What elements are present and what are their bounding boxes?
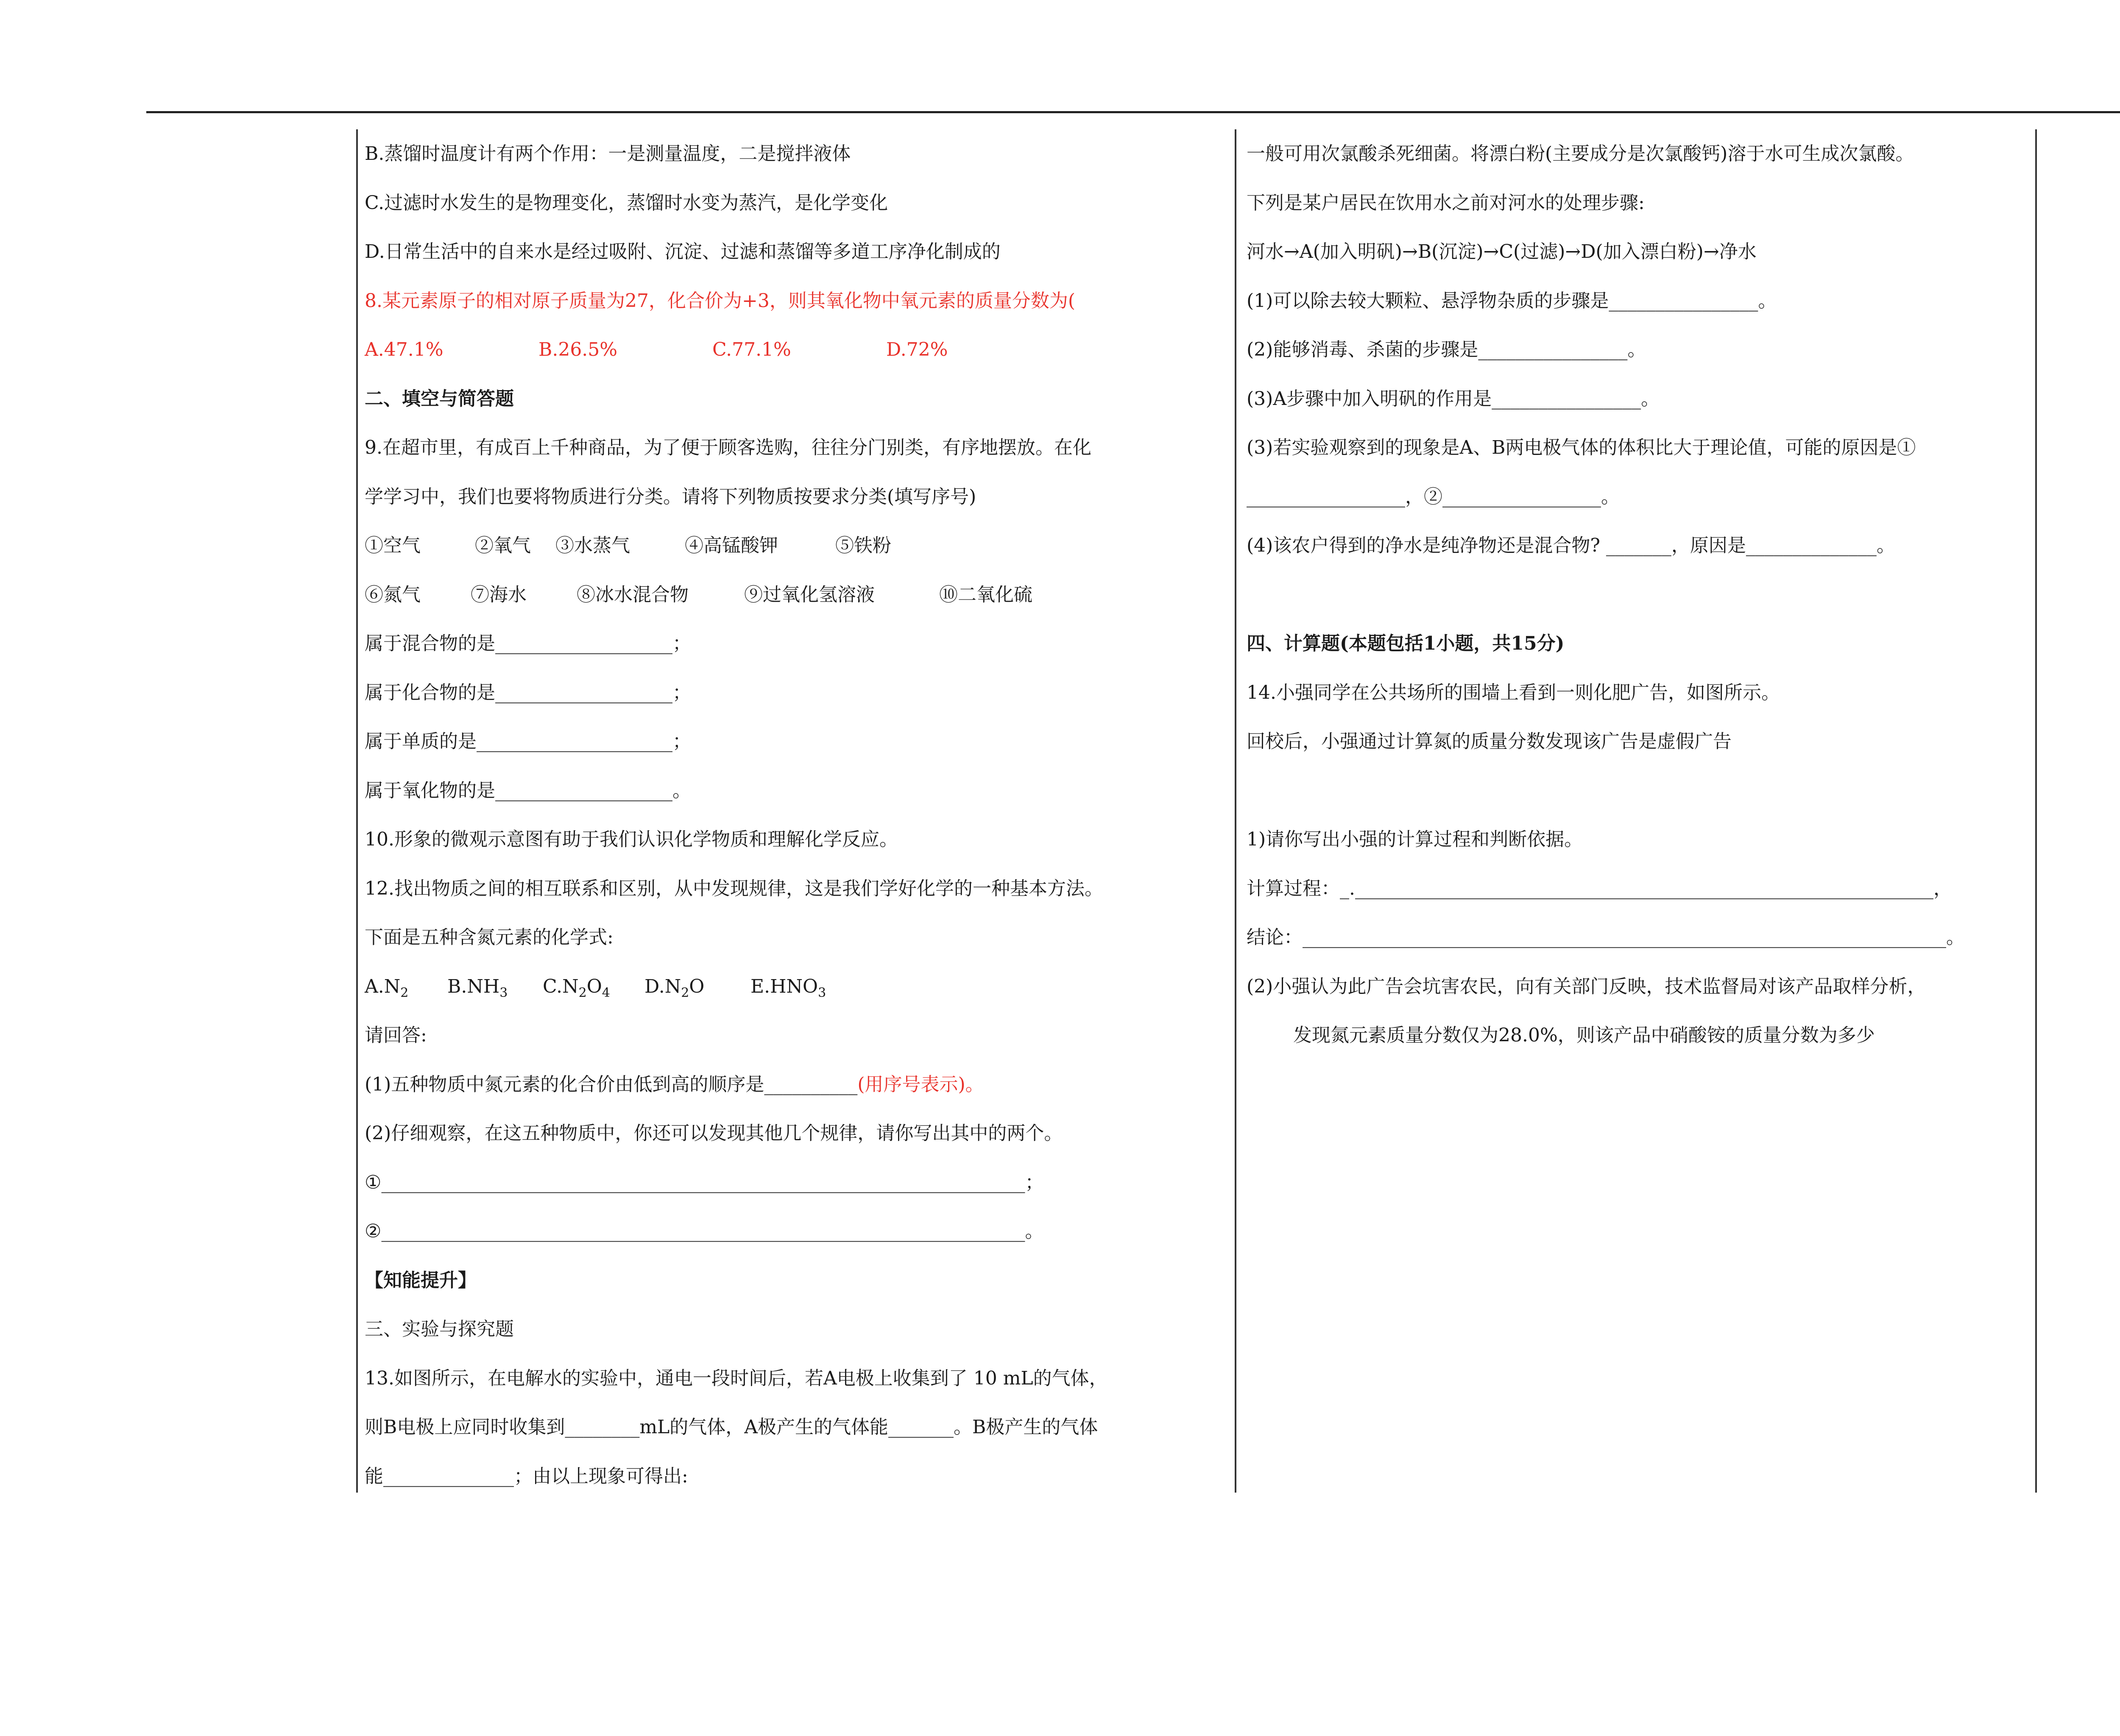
- question-10: 10.形象的微观示意图有助于我们认识化学物质和理解化学反应。: [365, 829, 898, 850]
- q9-item: ⑥氮气: [365, 583, 421, 606]
- water-treatment-steps: 河水→A(加入明矾)→B(沉淀)→C(过滤)→D(加入漂白粉)→净水: [1247, 241, 1757, 262]
- question-12-line-1: 12.找出物质之间的相互联系和区别，从中发现规律，这是我们学好化学的一种基本方法。: [365, 877, 1103, 899]
- q12-please-answer: 请回答:: [365, 1024, 427, 1046]
- q9-oxide-blank[interactable]: 属于氧化物的是___________________。: [365, 779, 691, 801]
- spacer: [1247, 766, 2044, 815]
- q14-conclusion-blank[interactable]: 结论：_____________________________________________________________________。: [1247, 927, 1965, 948]
- q9-mixture-blank[interactable]: 属于混合物的是___________________；: [365, 633, 691, 654]
- q9-item: ⑨过氧化氢溶液: [744, 583, 875, 606]
- question-13-line-3[interactable]: 能______________；由以上现象可得出:: [365, 1465, 688, 1487]
- section-4-title: 四、计算题(本题包括1小题，共15分): [1247, 633, 1565, 654]
- question-9-line-1: 9.在超市里，有成百上千种商品，为了便于顾客选购，往往分门别类，有序地摆放。在化: [365, 437, 1091, 458]
- right-column: [1247, 129, 2044, 1060]
- q12-answer-blank-1[interactable]: ①_____________________________________________________________________；: [365, 1171, 1044, 1193]
- question-9-line-2: 学学习中，我们也要将物质进行分类。请将下列物质按要求分类(填写序号): [365, 486, 976, 508]
- water-q3-blank[interactable]: (3)A步骤中加入明矾的作用是________________。: [1247, 388, 1660, 410]
- water-q4-blank[interactable]: (4)该农户得到的净水是纯净物还是混合物? _______，原因是______________。: [1247, 535, 1895, 556]
- q12-answer-blank-2[interactable]: ②_____________________________________________________________________。: [365, 1220, 1044, 1242]
- formula-b: $B.NH_3$: [447, 975, 508, 1000]
- q9-items-row-1: [365, 521, 1221, 570]
- question-12-line-2: 下面是五种含氮元素的化学式:: [365, 927, 614, 948]
- question-14-line-2: 回校后，小强通过计算氮的质量分数发现该广告是虚假广告: [1247, 731, 1732, 752]
- question-13-line-2[interactable]: 则B电极上应同时收集到________mL的气体，A极产生的气体能_______。B极产生的气体: [365, 1416, 1098, 1438]
- formula-d: $D.N_2O$: [644, 975, 705, 1000]
- q8-options: [365, 325, 1221, 374]
- q9-compound-blank[interactable]: 属于化合物的是___________________；: [365, 681, 691, 703]
- water-q1-blank[interactable]: (1)可以除去较大颗粒、悬浮物杂质的步骤是________________。: [1247, 290, 1777, 312]
- right-intro-line-2: 下列是某户居民在饮用水之前对河水的处理步骤:: [1247, 192, 1645, 214]
- question-8: 8.某元素原子的相对原子质量为27，化合价为+3，则其氧化物中氧元素的质量分数为(: [365, 290, 1075, 312]
- q12-formulas: [365, 962, 1221, 1011]
- formula-a: $A.N_2$: [365, 975, 409, 1000]
- q14-subquestion-1: 1)请你写出小强的计算过程和判断依据。: [1247, 829, 1583, 850]
- water-q2-blank[interactable]: (2)能够消毒、杀菌的步骤是________________。: [1247, 339, 1646, 360]
- spacer: [1247, 570, 2044, 620]
- q8-option-b: B.26.5%: [538, 339, 618, 360]
- q9-item: ⑧冰水混合物: [577, 583, 689, 606]
- q7-option-d: D.日常生活中的自来水是经过吸附、沉淀、过滤和蒸馏等多道工序净化制成的: [365, 241, 1001, 262]
- q9-element-blank[interactable]: 属于单质的是_____________________；: [365, 731, 691, 752]
- formula-e: $E.HNO_3$: [750, 975, 826, 1000]
- left-column: [365, 129, 1221, 1501]
- q9-item: ④高锰酸钾: [685, 535, 778, 556]
- electrolysis-q3-blanks[interactable]: _________________，②_________________。: [1247, 486, 1620, 508]
- q8-option-c: C.77.1%: [712, 339, 791, 360]
- q7-option-b: B.蒸馏时温度计有两个作用：一是测量温度，二是搅拌液体: [365, 143, 851, 165]
- q8-option-a: A.47.1%: [365, 339, 444, 360]
- q9-item: ②氧气: [475, 535, 531, 556]
- q7-option-c: C.过滤时水发生的是物理变化，蒸馏时水变为蒸汽，是化学变化: [365, 192, 888, 214]
- boost-section-title: 【知能提升】: [365, 1269, 477, 1291]
- q14-subquestion-2-line-2: 发现氮元素质量分数仅为28.0%，则该产品中硝酸铵的质量分数为多少: [1293, 1024, 1875, 1046]
- q14-calculation-blank[interactable]: 计算过程：_.______________________________________________________________，: [1247, 877, 1952, 899]
- q9-item: ③水蒸气: [555, 535, 630, 556]
- question-13-line-1: 13.如图所示，在电解水的实验中，通电一段时间后，若A电极上收集到了 10 mL的气体，: [365, 1367, 1108, 1389]
- q12-subquestion-2: (2)仔细观察，在这五种物质中，你还可以发现其他几个规律，请你写出其中的两个。: [365, 1122, 1063, 1144]
- q9-item: ①空气: [365, 535, 421, 556]
- q14-subquestion-2-line-1: (2)小强认为此广告会坑害农民，向有关部门反映，技术监督局对该产品取样分析，: [1247, 975, 1926, 997]
- section-2-title: 二、填空与简答题: [365, 388, 514, 410]
- q9-item: ⑩二氧化硫: [939, 583, 1032, 606]
- formula-c: $C.N_2O_4$: [543, 975, 610, 1000]
- column-divider: [1235, 129, 1236, 1493]
- electrolysis-q3-line-1: (3)若实验观察到的现象是A、B两电极气体的体积比大于理论值，可能的原因是①: [1247, 437, 1916, 458]
- q12-subquestion-1[interactable]: (1)五种物质中氮元素的化合价由低到高的顺序是__________(用序号表示)。: [365, 1073, 984, 1095]
- top-rule: [146, 111, 2120, 113]
- q9-item: ⑤铁粉: [835, 535, 891, 556]
- question-14-line-1: 14.小强同学在公共场所的围墙上看到一则化肥广告，如图所示。: [1247, 681, 1780, 703]
- q9-item: ⑦海水: [471, 583, 527, 606]
- section-3-title: 三、实验与探究题: [365, 1318, 514, 1340]
- q9-items-row-2: [365, 570, 1221, 620]
- left-column-border: [356, 129, 358, 1493]
- q8-option-d: D.72%: [886, 339, 948, 360]
- right-intro-line-1: 一般可用次氯酸杀死细菌。将漂白粉(主要成分是次氯酸钙)溶于水可生成次氯酸。: [1247, 143, 1914, 165]
